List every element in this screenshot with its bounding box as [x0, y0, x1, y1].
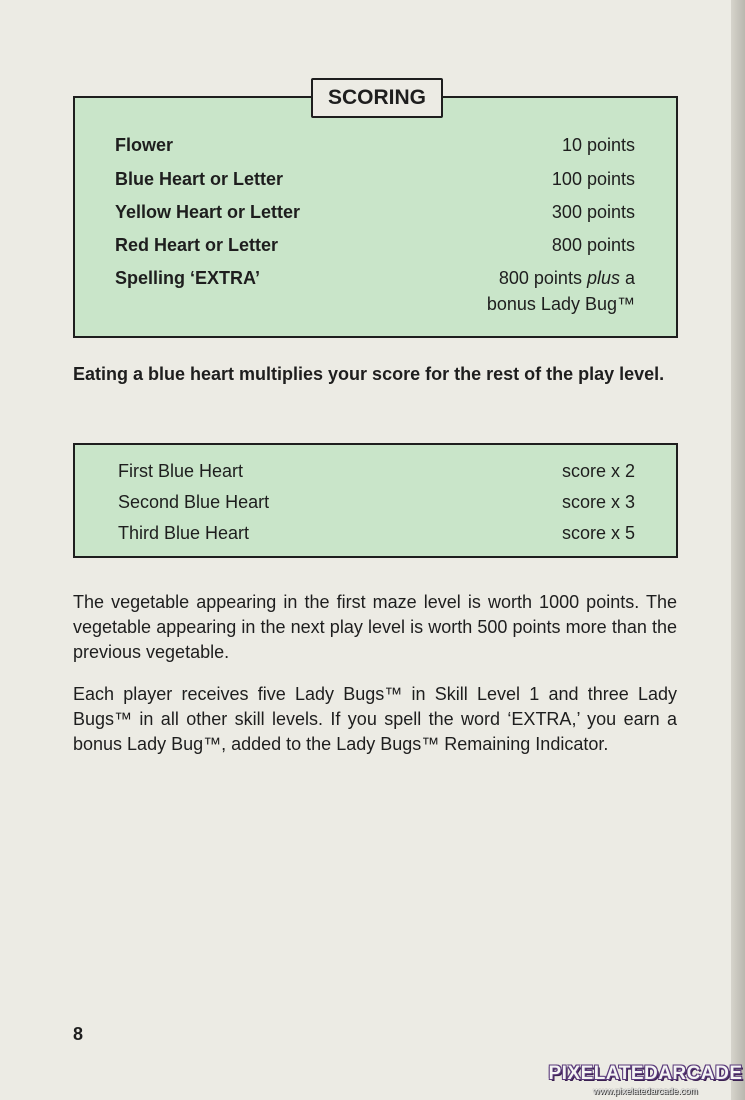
score-item: Blue Heart or Letter: [115, 169, 284, 189]
scoring-table: [73, 86, 678, 338]
multiplier-label: Second Blue Heart: [118, 492, 270, 512]
score-item: Red Heart or Letter: [115, 235, 279, 255]
multiplier-label: Third Blue Heart: [118, 523, 250, 543]
score-points: 800 points: [551, 235, 635, 255]
score-row-flower: [115, 132, 635, 158]
score-item: Spelling ‘EXTRA’: [115, 268, 261, 288]
vegetable-paragraph: The vegetable appearing in the first maze level is worth 1000 points. The vegetable appearing in the next play level is worth 500 points more than the previous vegetable.: [73, 592, 677, 662]
score-item: Flower: [115, 135, 174, 155]
ladybug-paragraph: Each player receives five Lady Bugs™ in Skill Level 1 and three Lady Bugs™ in all other skill levels. If you spell the word ‘EXTRA,’ you earn a bonus Lady Bug™, added to the Lady Bugs™ Remaining Indicator.: [73, 684, 677, 754]
multiplier-value: score x 5: [561, 523, 635, 543]
score-points-extra: [487, 265, 635, 317]
multiplier-value: score x 2: [561, 461, 635, 481]
multiplier-label: First Blue Heart: [118, 461, 244, 481]
score-row-blue-heart: [115, 166, 635, 192]
score-row-red-heart: [115, 232, 635, 258]
page-number: 8: [73, 1024, 84, 1044]
points-bonus: bonus Lady Bug™: [486, 294, 635, 314]
score-item: Yellow Heart or Letter: [115, 202, 301, 222]
score-row-extra: [115, 265, 635, 317]
blue-heart-note: Eating a blue heart multiplies your score for the rest of the play level.: [73, 364, 665, 384]
scoring-title: SCORING: [311, 78, 443, 118]
points-suffix: a: [619, 268, 635, 288]
multiplier-row: [118, 489, 635, 515]
score-points: 300 points: [551, 202, 635, 222]
score-points: 10 points: [561, 135, 635, 155]
watermark-main: PIXELATEDARCADE: [548, 1063, 743, 1084]
page-edge: [731, 0, 745, 1100]
multiplier-table: [73, 443, 678, 558]
multiplier-row: [118, 520, 635, 546]
watermark-logo: [548, 1063, 743, 1096]
multiplier-row: [118, 458, 635, 484]
watermark-url: www.pixelatedarcade.com: [593, 1086, 698, 1096]
multiplier-value: score x 3: [561, 492, 635, 512]
score-row-yellow-heart: [115, 199, 635, 225]
points-plus: plus: [586, 268, 620, 288]
score-points: 100 points: [551, 169, 635, 189]
points-prefix: 800 points: [498, 268, 587, 288]
